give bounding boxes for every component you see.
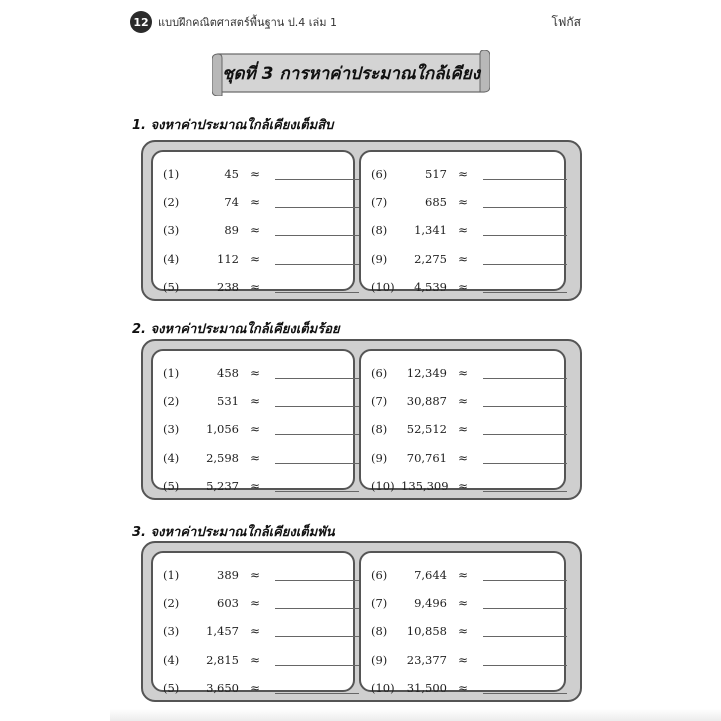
item-value: 2,815 [206,653,239,667]
approx-symbol: ≈ [457,195,469,209]
item-value: 89 [224,223,239,237]
approx-symbol: ≈ [249,624,261,638]
approx-symbol: ≈ [457,596,469,610]
item-number: (6) [371,568,388,582]
approx-symbol: ≈ [249,596,261,610]
exercise-item [361,192,567,212]
answer-line[interactable] [275,264,359,265]
answer-line[interactable] [275,580,359,581]
answer-line[interactable] [275,665,359,666]
answer-line[interactable] [275,235,359,236]
answer-line[interactable] [275,463,359,464]
approx-symbol: ≈ [457,653,469,667]
item-number: (5) [163,479,180,493]
exercise-item [361,249,567,269]
exercise-item [153,220,359,240]
item-value: 389 [217,568,239,582]
exercise-item [361,448,567,468]
item-value: 10,858 [406,624,447,638]
answer-line[interactable] [483,264,567,265]
answer-line[interactable] [275,608,359,609]
approx-symbol: ≈ [249,451,261,465]
item-number: (9) [371,653,388,667]
approx-symbol: ≈ [457,624,469,638]
answer-line[interactable] [275,434,359,435]
approx-symbol: ≈ [457,568,469,582]
answer-line[interactable] [275,179,359,180]
page-bottom-shade [110,709,721,721]
answer-line[interactable] [483,235,567,236]
answer-line[interactable] [275,636,359,637]
item-value: 3,650 [206,681,239,695]
exercise-item [153,621,359,641]
exercise-box [141,339,582,500]
exercise-item [361,565,567,585]
item-number: (1) [163,366,180,380]
approx-symbol: ≈ [457,479,469,493]
exercise-item [153,419,359,439]
item-value: 1,056 [206,422,239,436]
exercise-item [361,363,567,383]
item-value: 531 [217,394,239,408]
exercise-item [153,678,359,698]
exercise-item [153,476,359,496]
item-number: (2) [163,596,180,610]
item-value: 23,377 [406,653,447,667]
exercise-item [153,192,359,212]
approx-symbol: ≈ [457,394,469,408]
exercise-column-left [151,150,355,294]
answer-line[interactable] [483,608,567,609]
item-value: 4,539 [414,280,447,294]
item-number: (1) [163,167,180,181]
item-value: 12,349 [406,366,447,380]
page-number: 12 [133,15,149,29]
answer-line[interactable] [483,378,567,379]
worksheet-banner [212,50,490,96]
answer-line[interactable] [483,491,567,492]
publisher-name: โฟกัส [551,15,581,29]
item-value: 458 [217,366,239,380]
item-number: (10) [371,479,395,493]
item-value: 30,887 [406,394,447,408]
approx-symbol: ≈ [457,681,469,695]
answer-line[interactable] [275,207,359,208]
approx-symbol: ≈ [249,568,261,582]
item-number: (4) [163,451,180,465]
exercise-item [361,277,567,297]
answer-line[interactable] [275,693,359,694]
item-number: (9) [371,252,388,266]
approx-symbol: ≈ [249,366,261,380]
item-value: 31,500 [406,681,447,695]
section-title: 2. จงหาค่าประมาณใกล้เคียงเต็มร้อย [132,322,340,337]
answer-line[interactable] [483,693,567,694]
exercise-item [153,391,359,411]
approx-symbol: ≈ [249,422,261,436]
exercise-box [141,541,582,702]
approx-symbol: ≈ [457,252,469,266]
item-value: 112 [217,252,239,266]
approx-symbol: ≈ [249,223,261,237]
exercise-item [361,220,567,240]
answer-line[interactable] [275,378,359,379]
approx-symbol: ≈ [249,167,261,181]
item-number: (7) [371,195,388,209]
exercise-column-right [359,551,566,695]
item-number: (2) [163,195,180,209]
approx-symbol: ≈ [249,479,261,493]
approx-symbol: ≈ [457,167,469,181]
exercise-item [361,476,567,496]
item-value: 603 [217,596,239,610]
exercise-item [153,448,359,468]
item-number: (5) [163,681,180,695]
approx-symbol: ≈ [457,366,469,380]
item-number: (6) [371,167,388,181]
item-value: 70,761 [406,451,447,465]
approx-symbol: ≈ [249,252,261,266]
exercise-item [361,678,567,698]
exercise-item [153,650,359,670]
exercise-item [361,650,567,670]
item-number: (6) [371,366,388,380]
book-title: แบบฝึกคณิตศาสตร์พื้นฐาน ป.4 เล่ม 1 [158,16,338,29]
exercise-item [361,593,567,613]
item-number: (10) [371,280,395,294]
item-value: 238 [217,280,239,294]
answer-line[interactable] [483,580,567,581]
item-value: 9,496 [414,596,447,610]
exercise-column-left [151,349,355,493]
item-number: (3) [163,422,180,436]
worksheet-title: ชุดที่ 3 การหาค่าประมาณใกล้เคียง [221,63,481,84]
exercise-item [153,363,359,383]
exercise-item [153,277,359,297]
item-value: 5,237 [206,479,239,493]
answer-line[interactable] [483,463,567,464]
approx-symbol: ≈ [249,280,261,294]
answer-line[interactable] [483,179,567,180]
item-value: 2,598 [206,451,239,465]
item-value: 517 [425,167,447,181]
approx-symbol: ≈ [457,422,469,436]
item-value: 74 [224,195,239,209]
item-number: (8) [371,422,388,436]
approx-symbol: ≈ [457,223,469,237]
item-number: (9) [371,451,388,465]
item-value: 685 [425,195,447,209]
answer-line[interactable] [483,292,567,293]
item-value: 45 [224,167,239,181]
exercise-item [361,391,567,411]
item-number: (5) [163,280,180,294]
exercise-item [153,249,359,269]
item-number: (10) [371,681,395,695]
item-value: 52,512 [406,422,447,436]
approx-symbol: ≈ [457,280,469,294]
approx-symbol: ≈ [249,195,261,209]
answer-line[interactable] [275,406,359,407]
exercise-column-right [359,349,566,493]
page-number-badge [130,11,152,33]
exercise-item [361,164,567,184]
item-value: 2,275 [414,252,447,266]
item-value: 1,457 [206,624,239,638]
item-number: (7) [371,596,388,610]
exercise-item [153,164,359,184]
approx-symbol: ≈ [249,681,261,695]
approx-symbol: ≈ [457,451,469,465]
exercise-item [153,593,359,613]
answer-line[interactable] [483,207,567,208]
exercise-box [141,140,582,301]
exercise-column-right [359,150,566,294]
approx-symbol: ≈ [249,394,261,408]
item-number: (4) [163,653,180,667]
answer-line[interactable] [275,292,359,293]
exercise-item [361,419,567,439]
item-value: 1,341 [414,223,447,237]
item-number: (7) [371,394,388,408]
answer-line[interactable] [483,406,567,407]
answer-line[interactable] [483,636,567,637]
item-number: (8) [371,624,388,638]
section-title: 3. จงหาค่าประมาณใกล้เคียงเต็มพัน [132,525,335,540]
item-value: 135,309 [401,479,449,493]
section-title: 1. จงหาค่าประมาณใกล้เคียงเต็มสิบ [132,118,334,133]
exercise-column-left [151,551,355,695]
item-number: (3) [163,624,180,638]
answer-line[interactable] [483,434,567,435]
item-number: (1) [163,568,180,582]
item-value: 7,644 [414,568,447,582]
exercise-item [361,621,567,641]
item-number: (4) [163,252,180,266]
item-number: (2) [163,394,180,408]
item-number: (3) [163,223,180,237]
answer-line[interactable] [275,491,359,492]
item-number: (8) [371,223,388,237]
approx-symbol: ≈ [249,653,261,667]
answer-line[interactable] [483,665,567,666]
exercise-item [153,565,359,585]
